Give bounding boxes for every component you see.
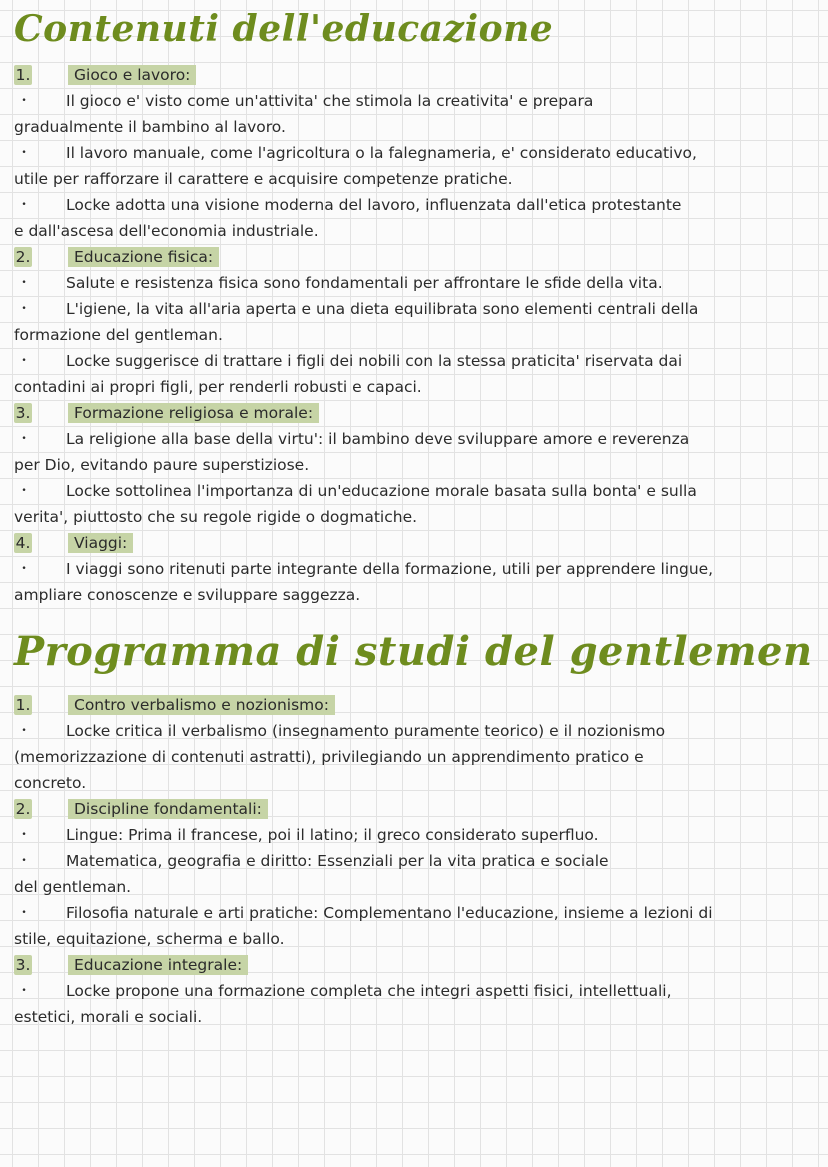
heading-number: 1. bbox=[15, 696, 31, 714]
bullet-dot-icon: • bbox=[21, 96, 27, 106]
bullet-text: Locke adotta una visione moderna del lavoro, influenzata dall'etica protestante bbox=[66, 196, 682, 214]
bullet-item bbox=[0, 822, 828, 848]
heading-number: 2. bbox=[15, 248, 31, 266]
bullet-item bbox=[0, 978, 828, 1004]
section-title-contenuti: Contenuti dell'educazione bbox=[14, 8, 554, 50]
bullet-dot-icon: • bbox=[21, 148, 27, 158]
bullet-item bbox=[0, 848, 828, 874]
bullet-continuation: contadini ai propri figli, per renderli robusti e capaci. bbox=[14, 378, 422, 396]
bullet-item bbox=[0, 556, 828, 582]
numbered-heading bbox=[0, 692, 828, 718]
bullet-continuation: utile per rafforzare il carattere e acquisire competenze pratiche. bbox=[14, 170, 513, 188]
bullet-continuation: formazione del gentleman. bbox=[14, 326, 223, 344]
bullet-item bbox=[0, 426, 828, 452]
bullet-dot-icon: • bbox=[21, 304, 27, 314]
bullet-text: Locke propone una formazione completa che integri aspetti fisici, intellettuali, bbox=[66, 982, 672, 1000]
numbered-heading bbox=[0, 952, 828, 978]
bullet-item bbox=[0, 478, 828, 504]
heading-number: 1. bbox=[15, 66, 31, 84]
bullet-continuation: concreto. bbox=[14, 774, 87, 792]
bullet-text: Il gioco e' visto come un'attivita' che stimola la creativita' e prepara bbox=[66, 92, 594, 110]
bullet-continuation: ampliare conoscenze e sviluppare saggezza. bbox=[14, 586, 361, 604]
bullet-dot-icon: • bbox=[21, 564, 27, 574]
bullet-dot-icon: • bbox=[21, 856, 27, 866]
heading-number: 4. bbox=[15, 534, 31, 552]
section-title-programma: Programma di studi del gentlemen bbox=[14, 628, 813, 675]
bullet-continuation: del gentleman. bbox=[14, 878, 132, 896]
bullet-dot-icon: • bbox=[21, 986, 27, 996]
bullet-item bbox=[0, 192, 828, 218]
bullet-text: Lingue: Prima il francese, poi il latino; il greco considerato superfluo. bbox=[66, 826, 599, 844]
heading-label: Educazione integrale: bbox=[68, 955, 248, 975]
bullet-text: Locke critica il verbalismo (insegnamento puramente teorico) e il nozionismo bbox=[66, 722, 666, 740]
heading-label: Formazione religiosa e morale: bbox=[68, 403, 319, 423]
numbered-heading bbox=[0, 62, 828, 88]
heading-number: 3. bbox=[15, 956, 31, 974]
bullet-item bbox=[0, 270, 828, 296]
bullet-dot-icon: • bbox=[21, 726, 27, 736]
heading-label: Gioco e lavoro: bbox=[68, 65, 196, 85]
bullet-text: Locke suggerisce di trattare i figli dei nobili con la stessa praticita' riservata dai bbox=[66, 352, 683, 370]
bullet-item bbox=[0, 348, 828, 374]
numbered-heading bbox=[0, 796, 828, 822]
bullet-continuation: e dall'ascesa dell'economia industriale. bbox=[14, 222, 319, 240]
bullet-item bbox=[0, 296, 828, 322]
bullet-dot-icon: • bbox=[21, 830, 27, 840]
heading-label: Contro verbalismo e nozionismo: bbox=[68, 695, 335, 715]
bullet-text: Filosofia naturale e arti pratiche: Complementano l'educazione, insieme a lezioni di bbox=[66, 904, 713, 922]
heading-label: Educazione fisica: bbox=[68, 247, 219, 267]
bullet-dot-icon: • bbox=[21, 434, 27, 444]
numbered-heading bbox=[0, 530, 828, 556]
bullet-continuation: estetici, morali e sociali. bbox=[14, 1008, 203, 1026]
heading-number: 2. bbox=[15, 800, 31, 818]
bullet-text: Locke sottolinea l'importanza di un'educazione morale basata sulla bonta' e sulla bbox=[66, 482, 697, 500]
section-contenuti bbox=[0, 62, 828, 608]
numbered-heading bbox=[0, 244, 828, 270]
bullet-dot-icon: • bbox=[21, 486, 27, 496]
bullet-continuation: verita', piuttosto che su regole rigide o dogmatiche. bbox=[14, 508, 418, 526]
bullet-item bbox=[0, 88, 828, 114]
bullet-text: I viaggi sono ritenuti parte integrante della formazione, utili per apprendere lingue, bbox=[66, 560, 714, 578]
bullet-item bbox=[0, 900, 828, 926]
bullet-text: Il lavoro manuale, come l'agricoltura o la falegnameria, e' considerato educativo, bbox=[66, 144, 697, 162]
heading-label: Discipline fondamentali: bbox=[68, 799, 268, 819]
bullet-item bbox=[0, 718, 828, 744]
bullet-continuation: per Dio, evitando paure superstiziose. bbox=[14, 456, 310, 474]
bullet-dot-icon: • bbox=[21, 278, 27, 288]
numbered-heading bbox=[0, 400, 828, 426]
bullet-text: La religione alla base della virtu': il bambino deve sviluppare amore e reverenza bbox=[66, 430, 690, 448]
bullet-dot-icon: • bbox=[21, 908, 27, 918]
bullet-text: Matematica, geografia e diritto: Essenziali per la vita pratica e sociale bbox=[66, 852, 609, 870]
bullet-item bbox=[0, 140, 828, 166]
bullet-text: Salute e resistenza fisica sono fondamentali per affrontare le sfide della vita. bbox=[66, 274, 663, 292]
section-programma bbox=[0, 692, 828, 1030]
bullet-dot-icon: • bbox=[21, 356, 27, 366]
bullet-continuation: gradualmente il bambino al lavoro. bbox=[14, 118, 286, 136]
bullet-dot-icon: • bbox=[21, 200, 27, 210]
bullet-continuation: (memorizzazione di contenuti astratti), privilegiando un apprendimento pratico e bbox=[14, 748, 644, 766]
bullet-text: L'igiene, la vita all'aria aperta e una dieta equilibrata sono elementi centrali della bbox=[66, 300, 699, 318]
bullet-continuation: stile, equitazione, scherma e ballo. bbox=[14, 930, 285, 948]
heading-number: 3. bbox=[15, 404, 31, 422]
heading-label: Viaggi: bbox=[68, 533, 133, 553]
